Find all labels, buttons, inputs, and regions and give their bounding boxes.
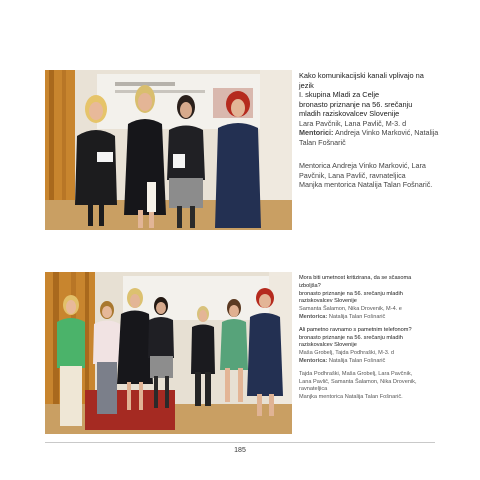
project-title-line: Mora biti umetnost kritizirana, da se sčasoma bbox=[299, 275, 412, 281]
photo-caption-line: Tajda Podhraški, Maša Grobelj, Lara Pavčnik, bbox=[299, 370, 413, 377]
award-line: raziskovalcev Slovenije bbox=[299, 342, 357, 349]
award-text-block-1 bbox=[299, 71, 459, 189]
footer-divider bbox=[45, 442, 435, 443]
photo-caption-line: Mentorica Andreja Vinko Marković, Lara bbox=[299, 161, 426, 171]
photo-caption-line: Pavčnik, Lana Pavlič, ravnateljica bbox=[299, 170, 406, 180]
authors: Maša Grobelj, Tajda Podhraški, M-3. d bbox=[299, 350, 395, 357]
award-photo-group-1 bbox=[45, 70, 292, 230]
project-title-line: Kako komunikacijski kanali vplivajo na bbox=[299, 71, 424, 80]
photo-caption-line: Lana Pavlič, Samanta Šalamon, Nika Drovenik, bbox=[299, 378, 417, 385]
project-title-line: Ali pametno ravnamo s pametnim telefonom? bbox=[299, 326, 412, 333]
mentors-label: Mentorica: bbox=[299, 313, 328, 320]
mentors-line bbox=[299, 358, 449, 366]
project-title-line: jezik bbox=[299, 80, 314, 90]
authors: Samanta Šalamon, Nika Drovenik, M-4. e bbox=[299, 306, 402, 313]
award-line: mladih raziskovalcev Slovenije bbox=[299, 109, 400, 119]
mentors-line bbox=[299, 128, 459, 137]
award-line: raziskovalcev Slovenije bbox=[299, 298, 357, 305]
mentors-names-cont: Talan Fošnarič bbox=[299, 137, 346, 147]
photo-caption-line: Manjka mentorica Natalija Talan Fošnarič. bbox=[299, 394, 403, 401]
page-number: 185 bbox=[234, 447, 246, 454]
group-name: I. skupina Mladi za Celje bbox=[299, 90, 380, 100]
photo-caption-line: ravnateljica bbox=[299, 386, 328, 393]
project-title-line: izboljša? bbox=[299, 282, 321, 289]
mentors-names: Natalija Talan Fošnarič bbox=[327, 357, 386, 364]
award-photo-group-2 bbox=[45, 272, 292, 434]
photo-caption-line: Manjka mentorica Natalija Talan Fošnarič. bbox=[299, 180, 433, 189]
mentors-line bbox=[299, 314, 449, 322]
authors: Lara Pavčnik, Lana Pavlič, M-3. d bbox=[299, 118, 407, 128]
award-line: bronasto priznanje na 56. srečanju mladih bbox=[299, 334, 403, 341]
mentors-names: Andreja Vinko Marković, Natalija bbox=[333, 128, 439, 138]
mentors-label: Mentorica: bbox=[299, 357, 328, 364]
award-line: bronasto priznanje na 56. srečanju bbox=[299, 99, 413, 109]
award-text-block-2 bbox=[299, 275, 449, 402]
award-line: bronasto priznanje na 56. srečanju mladih bbox=[299, 290, 403, 297]
mentors-names: Natalija Talan Fošnarič bbox=[327, 313, 386, 320]
mentors-label: Mentorici: bbox=[299, 128, 334, 138]
